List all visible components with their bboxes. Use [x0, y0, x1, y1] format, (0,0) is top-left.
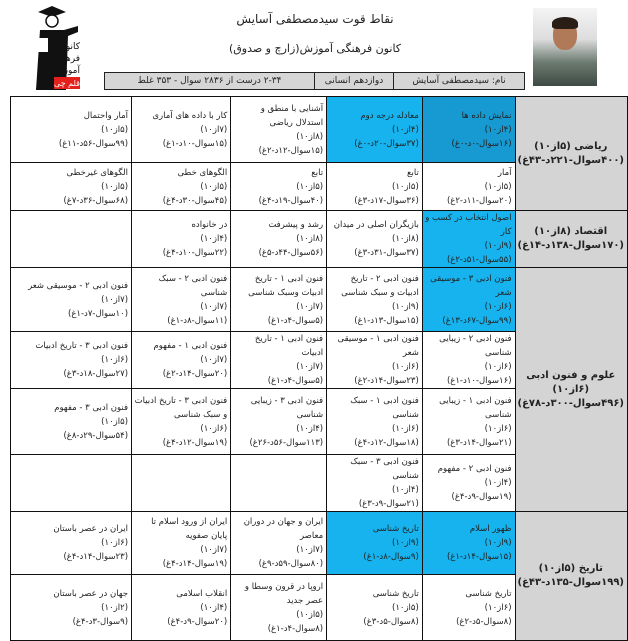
svg-text:آموزش: آموزش: [52, 66, 80, 76]
topic-title: انقلاب اسلامی: [176, 588, 228, 599]
topic-cell: [231, 455, 327, 512]
topic-title: فنون ادبی ۳ - تاریخ ادبیات: [35, 341, 129, 351]
topic-score: (۸از۱۰): [296, 131, 324, 142]
subject-name: ریاضی (۵از۱۰): [534, 140, 608, 152]
topic-score: (۷از۱۰): [101, 294, 129, 305]
topic-cell: [422, 332, 515, 389]
topic-stats: (۸۰سوال-۵۹د-۹غ): [258, 559, 324, 569]
topic-title: بازیگران اصلی در میدان: [333, 220, 419, 230]
topic-score: (۶از۱۰): [101, 355, 129, 365]
topic-stats: (۱۱۳سوال-۵۶د-۲۶غ): [249, 437, 324, 448]
svg-text:قلم چی: قلم چی: [54, 79, 80, 88]
topic-cell: [231, 163, 327, 211]
topic-score: (۶از۱۰): [391, 423, 419, 434]
topic-cell: [11, 389, 132, 455]
topic-cell: [132, 389, 231, 455]
topic-score: (۷از۱۰): [200, 124, 228, 135]
topic-title: فنون ادبی ۲ - سبک شناسی: [158, 273, 228, 298]
topic-stats: (۵سوال-۴د-۱غ): [267, 376, 324, 386]
topic-score: (۹از۱۰): [484, 241, 512, 251]
topic-title: فنون ادبی ۱ - تاریخ ادبیات وسبک شناسی: [248, 273, 324, 298]
topic-stats: (۲۳سوال-۱۴د-۴غ): [63, 552, 129, 562]
topic-cell: [132, 268, 231, 332]
topic-title: رشد و پیشرفت: [268, 220, 324, 230]
topic-score: (۷از۱۰): [296, 301, 324, 312]
topic-stats: (۲۳سوال-۱۴د-۲غ): [354, 376, 419, 386]
topic-title: فنون ادبی ۳ - زیبایی شناسی: [250, 395, 324, 420]
topic-cell: [11, 268, 132, 332]
topic-cell: [231, 512, 327, 575]
topic-stats: (۸سوال-۵د-۳غ): [363, 616, 419, 627]
topic-cell: [327, 455, 423, 512]
topic-stats: (۹سوال-۸د-۱غ): [363, 552, 419, 562]
topic-stats: (۹۹سوال-۶۷د-۱۳غ): [442, 315, 512, 326]
topic-cell: [11, 512, 132, 575]
topic-score: (۶از۱۰): [484, 423, 512, 434]
student-name: نام: سیدمصطفی آسایش: [393, 73, 524, 89]
topic-cell: [422, 512, 515, 575]
topic-cell: [422, 211, 515, 268]
topic-score: (۷از۱۰): [296, 362, 324, 372]
topic-title: اصول انتخاب در کسب و کار: [425, 213, 512, 237]
topic-title: آمار واحتمال: [83, 110, 129, 121]
table-row: [11, 97, 628, 163]
topic-stats: (۱۰سوال-۷د-۱غ): [68, 308, 129, 319]
subject-stats: (۱۹۹سوال-۱۳۵د-۴۳غ): [517, 577, 624, 588]
svg-text:فرهنگی: فرهنگی: [50, 54, 80, 64]
topic-title: فنون ادبی ۱ - زیبایی شناسی: [439, 395, 512, 420]
topic-cell: [422, 389, 515, 455]
topic-score: (۵از۱۰): [101, 416, 129, 427]
topic-cell: [327, 268, 423, 332]
topic-cell: [327, 389, 423, 455]
topic-score: (۲از۱۰): [101, 602, 129, 613]
subject-cell: [515, 97, 627, 211]
subject-cell: [515, 268, 627, 512]
topic-cell: [422, 575, 515, 641]
topic-cell: [422, 163, 515, 211]
topic-cell: [231, 389, 327, 455]
topic-title: تاریخ شناسی: [372, 588, 419, 599]
topic-cell: [132, 163, 231, 211]
topic-cell: [231, 97, 327, 163]
topic-cell: [231, 332, 327, 389]
topic-title: جهان در عصر باستان: [53, 588, 129, 599]
topic-title: کار با داده های آماری: [152, 110, 228, 121]
topic-score: (۷از۱۰): [200, 545, 228, 555]
topic-cell: [132, 575, 231, 641]
subject-cell: [515, 512, 627, 641]
topic-score: (۴از۱۰): [391, 485, 419, 495]
topic-cell: [327, 97, 423, 163]
topic-cell: [327, 575, 423, 641]
topic-score: (۴از۱۰): [296, 423, 324, 434]
topic-stats: (۳۷سوال-۳۱د-۳غ): [354, 248, 419, 258]
topic-score: (۴از۱۰): [200, 234, 228, 244]
topic-title: فنون ادبی ۱ - موسیقی شعر: [337, 334, 419, 358]
topic-score: (۵از۱۰): [101, 181, 129, 192]
subject-name: تاریخ (۵از۱۰): [538, 563, 603, 574]
topic-stats: (۶۸سوال-۳۶د-۷غ): [63, 195, 129, 206]
topic-stats: (۱۹سوال-۱۴د-۴غ): [162, 559, 228, 569]
topic-title: ایران از ورود اسلام تا پایان صفویه: [151, 517, 228, 541]
topic-score: (۵از۱۰): [391, 181, 419, 192]
student-photo: [533, 8, 597, 86]
topic-stats: (۱۶سوال-۱۰د-۱غ): [446, 376, 512, 386]
topic-title: فنون ادبی ۲ - تاریخ ادبیات و سبک شناسی: [341, 273, 419, 298]
topic-stats: (۲۱سوال-۱۴د-۳غ): [446, 437, 512, 448]
subject-name: اقتصاد (۸از۱۰): [534, 226, 608, 237]
topic-title: فنون ادبی ۳ - موسیقی شعر: [430, 273, 512, 298]
topic-score: (۵از۱۰): [296, 609, 324, 620]
table-row: [11, 211, 628, 268]
topic-cell: [327, 211, 423, 268]
topic-stats: (۳۶سوال-۱۷د-۳غ): [354, 195, 419, 206]
topic-stats: (۱۱سوال-۸د-۱غ): [167, 315, 228, 326]
kanoon-logo: [18, 4, 88, 92]
topic-score: (۵از۱۰): [391, 602, 419, 613]
topic-stats: (۱۹سوال-۹د-۴غ): [451, 492, 512, 502]
topic-title: ایران در عصر باستان: [53, 524, 129, 534]
topic-stats: (۲۰سوال-۱۱د-۲غ): [446, 195, 512, 206]
institute-name: کانون فرهنگی آموزش(زارچ و صدوق): [228, 42, 402, 55]
topic-score: (۹از۱۰): [484, 538, 512, 548]
topic-score: (۶از۱۰): [484, 602, 512, 613]
topic-title: الگوهای خطی: [177, 167, 228, 178]
topic-stats: (۲۷سوال-۱۸د-۳غ): [63, 369, 129, 379]
topic-stats: (۲۲سوال-۱۰د-۴غ): [162, 248, 228, 258]
topic-cell: [132, 97, 231, 163]
topic-stats: (۲۰سوال-۱۴د-۲غ): [162, 369, 228, 379]
topic-title: آشنایی با منطق و استدلال ریاضی: [260, 103, 324, 128]
topic-cell: [132, 211, 231, 268]
topic-stats: (۳۷سوال-۲۰د-۰غ): [354, 138, 419, 149]
topic-stats: (۱۹سوال-۱۲د-۴غ): [162, 437, 228, 448]
topic-cell: [11, 211, 132, 268]
topic-cell: [231, 211, 327, 268]
topic-title: فنون ادبی ۳ - سبک شناسی: [350, 457, 419, 481]
topic-stats: (۱۸سوال-۱۲د-۴غ): [354, 437, 419, 448]
subject-stats: (۱۷۰سوال-۱۳۸د-۱۴غ): [517, 240, 624, 251]
topic-stats: (۱۶سوال-۰د-۰غ): [451, 138, 512, 149]
topic-score: (۴از۱۰): [391, 124, 419, 135]
topic-score: (۴از۱۰): [200, 602, 228, 613]
topic-title: تابع: [406, 167, 419, 178]
topic-score: (۶از۱۰): [101, 538, 129, 548]
page-title: نقاط قوت سیدمصطفی آسایش: [236, 12, 394, 26]
topic-score: (۶از۱۰): [484, 301, 512, 312]
topic-stats: (۴۰سوال-۱۹د-۴غ): [258, 195, 324, 206]
topic-stats: (۴۵سوال-۳۰د-۴غ): [162, 195, 228, 206]
subject-stats: (۴۹۶سوال-۳۰۰د-۷۸غ): [517, 397, 624, 409]
subject-name: علوم و فنون ادبی (۶از۱۰): [526, 369, 616, 395]
topic-stats: (۵۶سوال-۴۴د-۵غ): [258, 248, 324, 258]
topic-stats: (۵۴سوال-۲۹د-۸غ): [63, 430, 129, 441]
topic-stats: (۲۱سوال-۹د-۳غ): [358, 499, 419, 509]
topic-stats: (۲۰سوال-۹د-۴غ): [167, 616, 228, 627]
svg-text:کانون: کانون: [59, 42, 80, 52]
topic-cell: [11, 97, 132, 163]
topic-score: (۵از۱۰): [101, 124, 129, 135]
topic-cell: [11, 332, 132, 389]
score-summary: ۲-۳۴ درست از ۲۸۳۶ سوال - ۳۵۳ غلط: [137, 76, 282, 86]
topic-title: فنون ادبی ۱ - تاریخ ادبیات: [254, 334, 324, 358]
topic-score: (۹از۱۰): [391, 301, 419, 312]
topic-cell: [132, 332, 231, 389]
topic-cell: [132, 455, 231, 512]
topic-cell: [327, 163, 423, 211]
topic-title: فنون ادبی ۲ - زیبایی شناسی: [439, 334, 512, 358]
topic-title: فنون ادبی ۱ - مفهوم: [153, 341, 228, 351]
topic-stats: (۱۵سوال-۱۲د-۲غ): [258, 145, 324, 156]
topic-stats: (۱۵سوال-۱۰د-۱غ): [162, 138, 228, 149]
topic-title: اروپا در قرون وسطا و عصر جدید: [244, 581, 324, 606]
topic-score: (۴از۱۰): [484, 124, 512, 135]
topic-score: (۵از۱۰): [296, 181, 324, 192]
topic-title: فنون ادبی ۳ - مفهوم: [54, 402, 129, 413]
topic-score: (۶از۱۰): [484, 362, 512, 372]
topic-stats: (۵۵سوال-۵۱د-۲غ): [446, 255, 512, 265]
table-row: [11, 268, 628, 332]
topic-cell: [327, 332, 423, 389]
topic-score: (۶از۱۰): [391, 362, 419, 372]
topic-stats: (۵سوال-۴د-۱غ): [267, 315, 324, 326]
subject-cell: [515, 211, 627, 268]
table-row: [11, 512, 628, 575]
topic-stats: (۱۵سوال-۱۴د-۱غ): [446, 552, 512, 562]
topic-stats: (۸سوال-۵د-۲غ): [456, 616, 512, 627]
topic-cell: [422, 455, 515, 512]
topic-title: معادله درجه دوم: [360, 110, 419, 121]
topic-cell: [231, 268, 327, 332]
topic-cell: [11, 455, 132, 512]
topic-score: (۷از۱۰): [200, 301, 228, 312]
topic-cell: [132, 512, 231, 575]
topic-score: (۵از۱۰): [200, 181, 228, 192]
topic-score: (۹از۱۰): [391, 538, 419, 548]
student-grade: دوازدهم انسانی: [314, 73, 393, 89]
topic-title: تابع: [311, 167, 324, 178]
topic-cell: [327, 512, 423, 575]
topic-title: فنون ادبی ۱ - سبک شناسی: [350, 395, 419, 420]
topic-stats: (۹سوال-۳د-۴غ): [72, 616, 129, 627]
topic-title: فنون ادبی ۲ - موسیقی شعر: [28, 280, 129, 291]
topic-title: ظهور اسلام: [469, 524, 512, 534]
topic-title: نمایش داده ها: [461, 110, 512, 121]
topic-title: ایران و جهان در دوران معاصر: [243, 517, 324, 541]
strengths-table: [10, 96, 628, 641]
topic-title: در خانواده: [191, 220, 228, 230]
topic-title: الگوهای غیرخطی: [66, 167, 129, 178]
topic-score: (۵از۱۰): [484, 181, 512, 192]
topic-title: فنون ادبی ۳ - تاریخ ادبیات و سبک شناسی: [134, 395, 228, 420]
topic-cell: [422, 97, 515, 163]
topic-score: (۸از۱۰): [296, 234, 324, 244]
topic-stats: (۸سوال-۴د-۱غ): [267, 623, 324, 634]
subject-stats: (۴۰۰سوال-۲۲۱د-۴۳غ): [517, 154, 624, 166]
topic-stats: (۱۵سوال-۱۳د-۱غ): [354, 315, 419, 326]
topic-title: تاریخ شناسی: [465, 588, 512, 599]
topic-stats: (۹۹سوال-۵۶د-۱۱غ): [58, 138, 129, 149]
topic-score: (۴از۱۰): [484, 478, 512, 488]
topic-cell: [422, 268, 515, 332]
topic-cell: [11, 163, 132, 211]
topic-title: فنون ادبی ۲ - مفهوم: [437, 464, 512, 474]
topic-score: (۷از۱۰): [296, 545, 324, 555]
topic-score: (۸از۱۰): [391, 234, 419, 244]
topic-cell: [231, 575, 327, 641]
student-info-bar: [104, 72, 525, 90]
topic-score: (۶از۱۰): [200, 423, 228, 434]
topic-cell: [11, 575, 132, 641]
topic-title: تاریخ شناسی: [372, 524, 419, 534]
topic-title: آمار: [497, 167, 512, 178]
topic-score: (۷از۱۰): [200, 355, 228, 365]
